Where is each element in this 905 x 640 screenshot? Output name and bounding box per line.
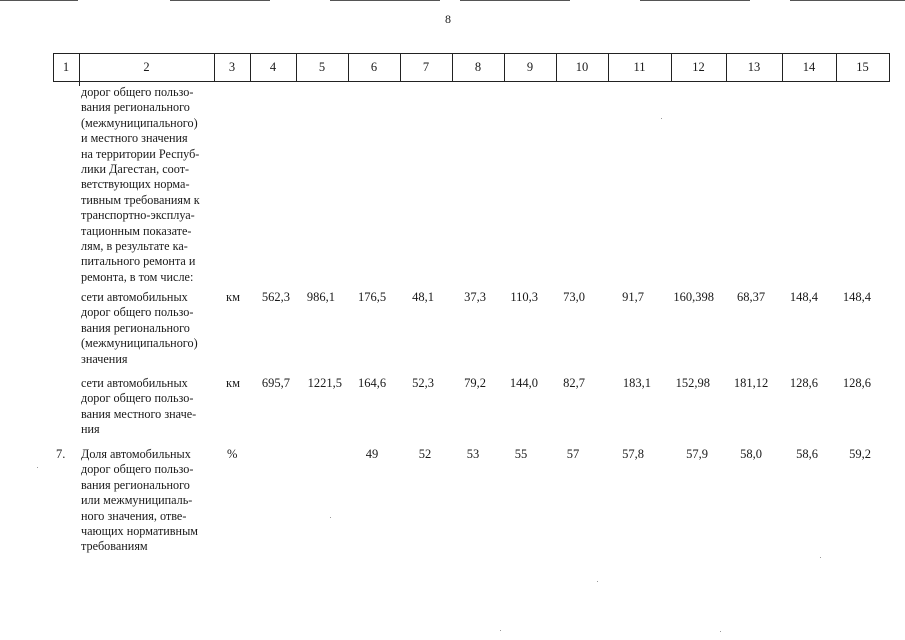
header-col-3: 3	[228, 60, 236, 74]
value-cell: 68,37	[736, 290, 766, 304]
value-cell: 695,7	[261, 376, 290, 390]
header-col-7: 7	[422, 60, 430, 74]
header-col-5: 5	[318, 60, 326, 74]
header-col-13: 13	[747, 60, 761, 74]
unit-cell: %	[227, 447, 238, 461]
row-description-regional: сети автомобильных дорог общего пользо- вания регионального (межмуниципального) значения	[81, 290, 198, 366]
row-description-local: сети автомобильных дорог общего пользо- вания местного значе- ния	[81, 376, 197, 437]
scan-speck	[720, 631, 721, 632]
value-cell: 79,2	[464, 376, 486, 390]
row-number: 7.	[56, 447, 66, 461]
top-border-fragments	[0, 0, 905, 2]
header-col-4: 4	[269, 60, 277, 74]
value-cell: 110,3	[510, 290, 538, 304]
header-col-14: 14	[802, 60, 816, 74]
value-cell: 128,6	[789, 376, 818, 390]
table-header-row	[53, 53, 890, 82]
value-cell: 128,6	[842, 376, 871, 390]
scan-speck	[37, 467, 38, 468]
value-cell: 57	[566, 447, 580, 461]
value-cell: 181,12	[733, 376, 769, 390]
header-col-12: 12	[692, 60, 705, 74]
value-cell: 53	[466, 447, 480, 461]
value-cell: 148,4	[842, 290, 871, 304]
value-cell: 82,7	[563, 376, 585, 390]
scan-speck	[330, 517, 331, 518]
value-cell: 91,7	[622, 290, 644, 304]
value-cell: 73,0	[563, 290, 585, 304]
value-cell: 59,2	[849, 447, 871, 461]
row-description-share: Доля автомобильных дорог общего пользо- вания регионального или межмуниципаль- ного значения, отве- чающих нормативным требованиям	[81, 447, 198, 554]
value-cell: 986,1	[306, 290, 335, 304]
value-cell: 57,9	[686, 447, 708, 461]
value-cell: 48,1	[412, 290, 434, 304]
value-cell: 1221,5	[307, 376, 342, 390]
value-cell: 160,398	[673, 290, 714, 304]
value-cell: 49	[365, 447, 379, 461]
unit-cell: км	[226, 290, 240, 304]
unit-cell: км	[226, 376, 240, 390]
value-cell: 37,3	[464, 290, 486, 304]
header-col-6: 6	[370, 60, 378, 74]
header-col-15: 15	[856, 60, 869, 74]
header-col-2: 2	[143, 60, 150, 74]
header-col-8: 8	[474, 60, 482, 74]
value-cell: 55	[514, 447, 528, 461]
page-number: 8	[445, 12, 451, 26]
value-cell: 562,3	[261, 290, 290, 304]
header-col-10: 10	[575, 60, 589, 74]
header-col-9: 9	[526, 60, 534, 74]
header-col-1: 1	[62, 60, 70, 74]
value-cell: 183,1	[622, 376, 651, 390]
value-cell: 144,0	[509, 376, 538, 390]
row-description-continuation: дорог общего пользо- вания регионального (межмуниципального) и местного значения на территории Респуб- лики Дагестан, соот- ветствующих норма- тивным требованиям к транспортно-эксплуа- тационным показате- лям, в результате ка- питального ремонта и ремонта, в том числе:	[81, 85, 200, 284]
value-cell: 148,4	[789, 290, 818, 304]
column-divider-stub	[79, 80, 80, 86]
value-cell: 164,6	[357, 376, 387, 390]
value-cell: 152,98	[675, 376, 710, 390]
value-cell: 58,0	[740, 447, 762, 461]
value-cell: 52	[418, 447, 432, 461]
value-cell: 52,3	[412, 376, 434, 390]
scan-speck	[661, 118, 662, 119]
value-cell: 57,8	[622, 447, 644, 461]
header-col-11: 11	[633, 60, 646, 74]
value-cell: 176,5	[357, 290, 387, 304]
value-cell: 58,6	[796, 447, 818, 461]
scan-speck	[597, 581, 598, 582]
scan-speck	[500, 630, 501, 631]
scan-speck	[820, 557, 821, 558]
